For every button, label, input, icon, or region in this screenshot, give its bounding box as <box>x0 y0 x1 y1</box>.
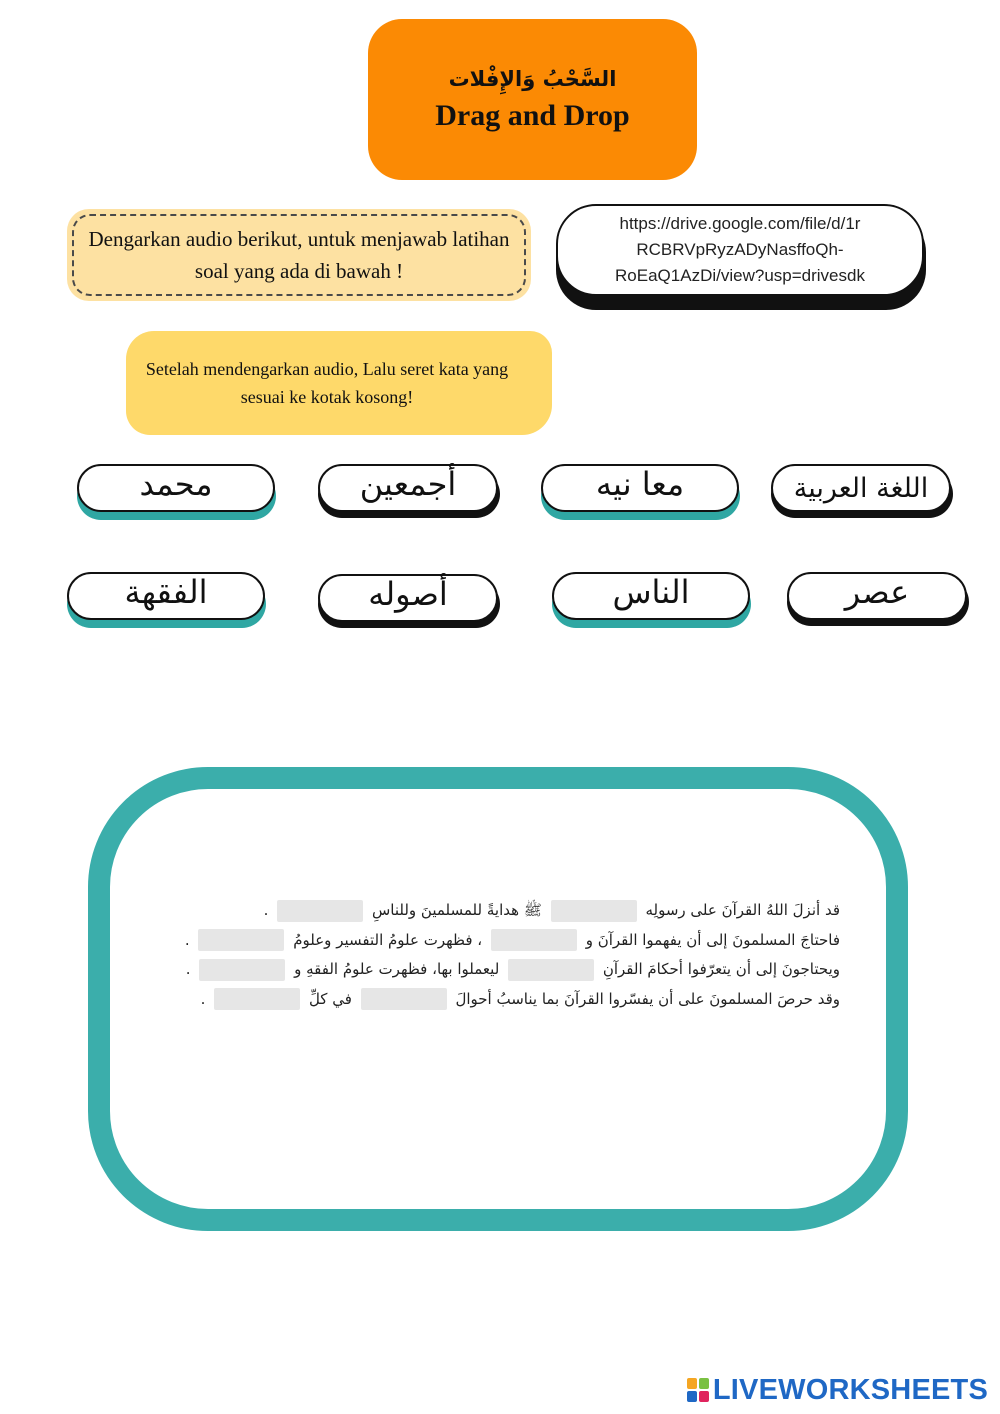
drop-zone[interactable] <box>277 900 363 922</box>
passage-line-1 <box>150 896 840 926</box>
passage-text-segment: ، فظهرت علومُ التفسير وعلومُ <box>293 930 483 949</box>
listen-instruction-text: Dengarkan audio berikut, untuk menjawab latihan soal yang ada di bawah ! <box>72 214 526 296</box>
audio-link-text[interactable] <box>615 211 865 289</box>
draggable-word-chip[interactable] <box>318 464 498 512</box>
passage-punctuation: . <box>263 901 269 919</box>
passage-punctuation: . <box>184 930 190 949</box>
audio-link-line-2[interactable]: RCBRVpRyzADyNasffoQh- <box>636 240 844 259</box>
chip-word: عصر <box>844 573 910 611</box>
passage-text-segment: قد أنزلَ اللهُ القرآنَ على رسولِه <box>645 901 840 919</box>
drop-zone[interactable] <box>508 959 594 981</box>
passage-text-segment: ويحتاجونَ إلى أن يتعرّفوا أحكامَ القرآنِ <box>602 960 840 978</box>
draggable-word-chip[interactable] <box>67 572 265 620</box>
liveworksheets-logo[interactable] <box>687 1375 988 1405</box>
passage-text-segment: وقد حرصَ المسلمونَ على أن يفسّروا القرآنَ بما يناسبُ أحوالَ <box>455 989 840 1008</box>
drop-zone[interactable] <box>551 900 637 922</box>
title-banner <box>368 19 697 180</box>
chip-word: معا نيه <box>595 465 685 503</box>
passage-line-3 <box>150 955 840 985</box>
title-arabic: السَّحْبُ وَالإِفْلات <box>448 66 617 91</box>
drop-zone[interactable] <box>199 959 285 981</box>
passage-text-segment: ليعملوا بها، فظهرت علومُ الفقهِ و <box>294 960 500 978</box>
passage-text-segment: في كلِّ <box>308 989 352 1008</box>
drag-instruction-box <box>126 331 552 435</box>
passage-punctuation: . <box>200 989 206 1008</box>
chip-word: أجمعين <box>359 465 457 503</box>
draggable-word-chip[interactable] <box>541 464 739 512</box>
drop-zone[interactable] <box>361 988 447 1010</box>
drop-zone[interactable] <box>214 988 300 1010</box>
passage-text <box>150 896 840 1014</box>
drop-zone[interactable] <box>198 929 284 951</box>
chip-word: محمد <box>139 465 213 503</box>
passage-text-segment: فاحتاجَ المسلمونَ إلى أن يفهموا القرآنَ و <box>585 930 840 949</box>
liveworksheets-brand-text: LIVEWORKSHEETS <box>712 1373 988 1406</box>
audio-link-box[interactable] <box>556 204 924 296</box>
passage-text-segment: ﷺ هدايةً للمسلمينَ وللناسِ <box>371 901 542 919</box>
liveworksheets-logo-icon <box>687 1378 709 1402</box>
chip-word: اللغة العربية <box>793 472 929 504</box>
draggable-word-chip[interactable] <box>552 572 750 620</box>
draggable-word-chip[interactable] <box>771 464 951 512</box>
draggable-word-chip[interactable] <box>77 464 275 512</box>
passage-punctuation: . <box>185 960 191 978</box>
draggable-word-chip[interactable] <box>787 572 967 620</box>
drop-zone[interactable] <box>491 929 577 951</box>
passage-line-2 <box>150 926 840 956</box>
draggable-word-chip[interactable] <box>318 574 498 622</box>
chip-word: الفقهة <box>124 573 208 611</box>
chip-word: أصوله <box>368 575 448 613</box>
drag-instruction-text: Setelah mendengarkan audio, Lalu seret kata yang sesuai ke kotak kosong! <box>145 359 509 407</box>
audio-link-line-1[interactable]: https://drive.google.com/file/d/1r <box>619 214 861 233</box>
audio-link-line-3[interactable]: RoEaQ1AzDi/view?usp=drivesdk <box>615 266 865 285</box>
chip-word: الناس <box>612 573 690 611</box>
title-english: Drag and Drop <box>435 98 630 132</box>
passage-line-4 <box>150 985 840 1015</box>
listen-instruction-box <box>67 209 531 301</box>
